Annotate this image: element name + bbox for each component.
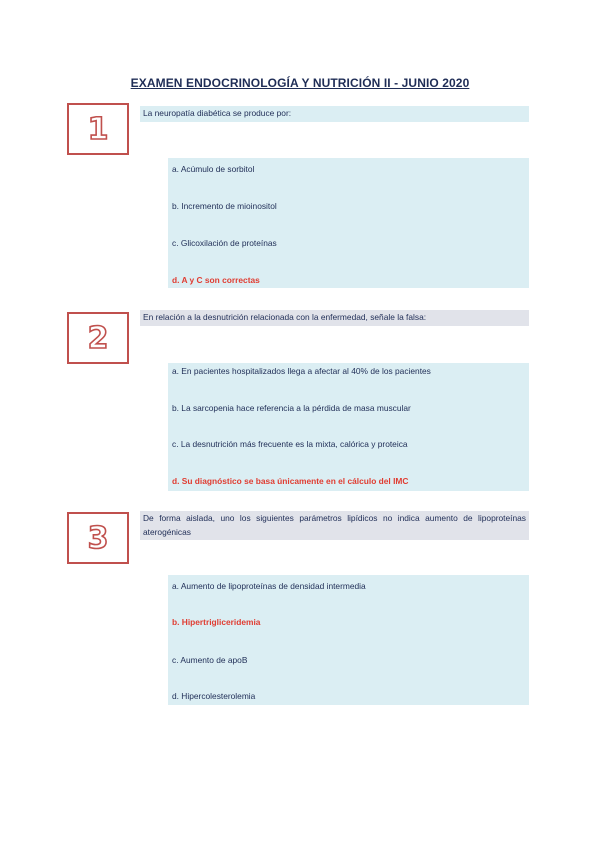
answer-option: b. Incremento de mioinositol [172,201,277,211]
answers-block [168,575,529,705]
answer-option: c. La desnutrición más frecuente es la mixta, calórica y proteica [172,439,408,449]
answer-option: a. En pacientes hospitalizados llega a afectar al 40% de los pacientes [172,366,431,376]
answer-option: a. Aumento de lipoproteínas de densidad intermedia [172,581,366,591]
question-number-box [67,103,129,155]
question-text: De forma aislada, uno los siguientes parámetros lipídicos no indica aumento de lipoproteínas aterogénicas [140,511,529,540]
question-number: 2 [87,320,109,356]
question-text: En relación a la desnutrición relacionada con la enfermedad, señale la falsa: [140,310,529,326]
question-number: 3 [87,520,109,556]
question-number: 1 [87,111,109,147]
answer-option-correct: b. Hipertrigliceridemia [172,617,261,627]
answer-option: d. Hipercolesterolemia [172,691,256,701]
page-title: EXAMEN ENDOCRINOLOGÍA Y NUTRICIÓN II - JUNIO 2020 [130,76,470,90]
answers-block [168,363,529,491]
question-number-box [67,312,129,364]
answer-option: c. Aumento de apoB [172,655,248,665]
answers-block [168,158,529,288]
question-text: La neuropatía diabética se produce por: [140,106,529,122]
answer-option-correct: d. Su diagnóstico se basa únicamente en el cálculo del IMC [172,476,409,486]
answer-option: c. Glicoxilación de proteínas [172,238,277,248]
answer-option-correct: d. A y C son correctas [172,275,260,285]
answer-option: a. Acúmulo de sorbitol [172,164,255,174]
question-number-box [67,512,129,564]
answer-option: b. La sarcopenia hace referencia a la pérdida de masa muscular [172,403,411,413]
